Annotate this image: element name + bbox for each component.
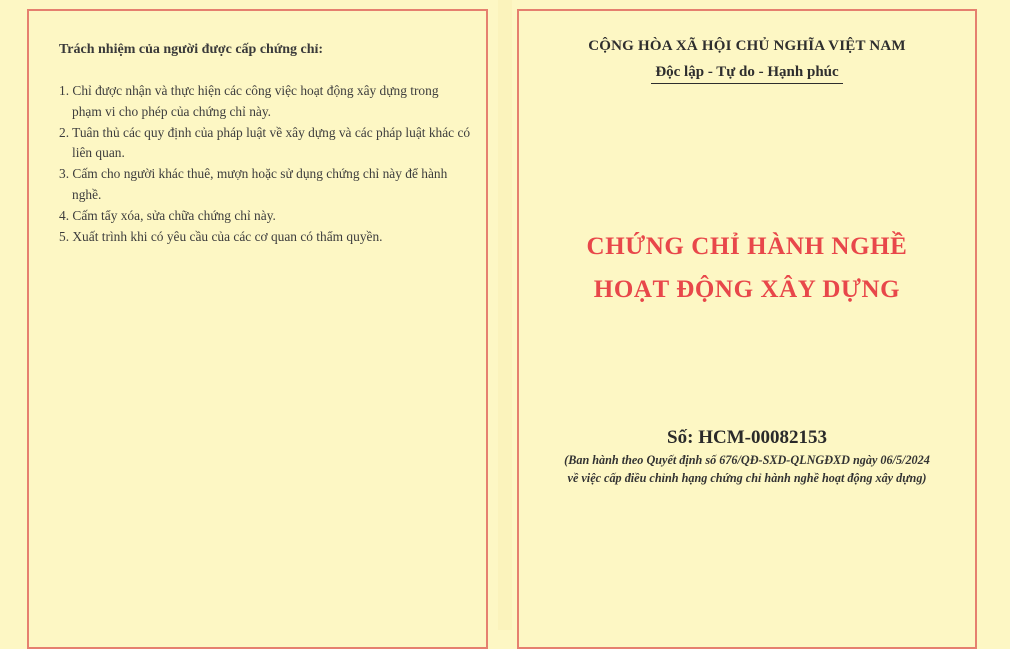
page-fold [498, 0, 512, 630]
decree-note-line1: (Ban hành theo Quyết định số 676/QĐ-SXD-QLNGĐXD ngày 06/5/2024 [564, 453, 930, 467]
rule-item: 3. Cấm cho người khác thuê, mượn hoặc sử dụng chứng chỉ này để hành nghề. [59, 166, 448, 202]
certificate-number: Số: HCM-00082153 [667, 427, 827, 448]
certificate-title-line2: HOẠT ĐỘNG XÂY DỰNG [593, 276, 901, 303]
decree-note-line2: về việc cấp điều chỉnh hạng chứng chỉ hành nghề hoạt động xây dựng) [567, 471, 927, 485]
left-page [27, 9, 488, 649]
rule-item: 1. Chỉ được nhận và thực hiện các công việc hoạt động xây dựng trong phạm vi cho phép của chứng chỉ này. [59, 83, 439, 119]
responsibilities-heading: Trách nhiệm của người được cấp chứng chỉ: [59, 42, 324, 57]
national-motto: Độc lập - Tự do - Hạnh phúc [651, 64, 842, 84]
right-page [517, 9, 977, 649]
certificate-title-line1: CHỨNG CHỈ HÀNH NGHỀ [586, 233, 908, 260]
rule-item: 4. Cấm tẩy xóa, sửa chữa chứng chỉ này. [59, 207, 276, 223]
motto-wrapper [519, 63, 975, 84]
responsibilities-list [59, 81, 471, 247]
rule-item: 5. Xuất trình khi có yêu cầu của các cơ quan có thẩm quyền. [59, 228, 383, 244]
nation-name: CỘNG HÒA XÃ HỘI CHỦ NGHĨA VIỆT NAM [588, 38, 906, 54]
rule-item: 2. Tuân thủ các quy định của pháp luật về xây dựng và các pháp luật khác có liên quan. [59, 124, 471, 161]
